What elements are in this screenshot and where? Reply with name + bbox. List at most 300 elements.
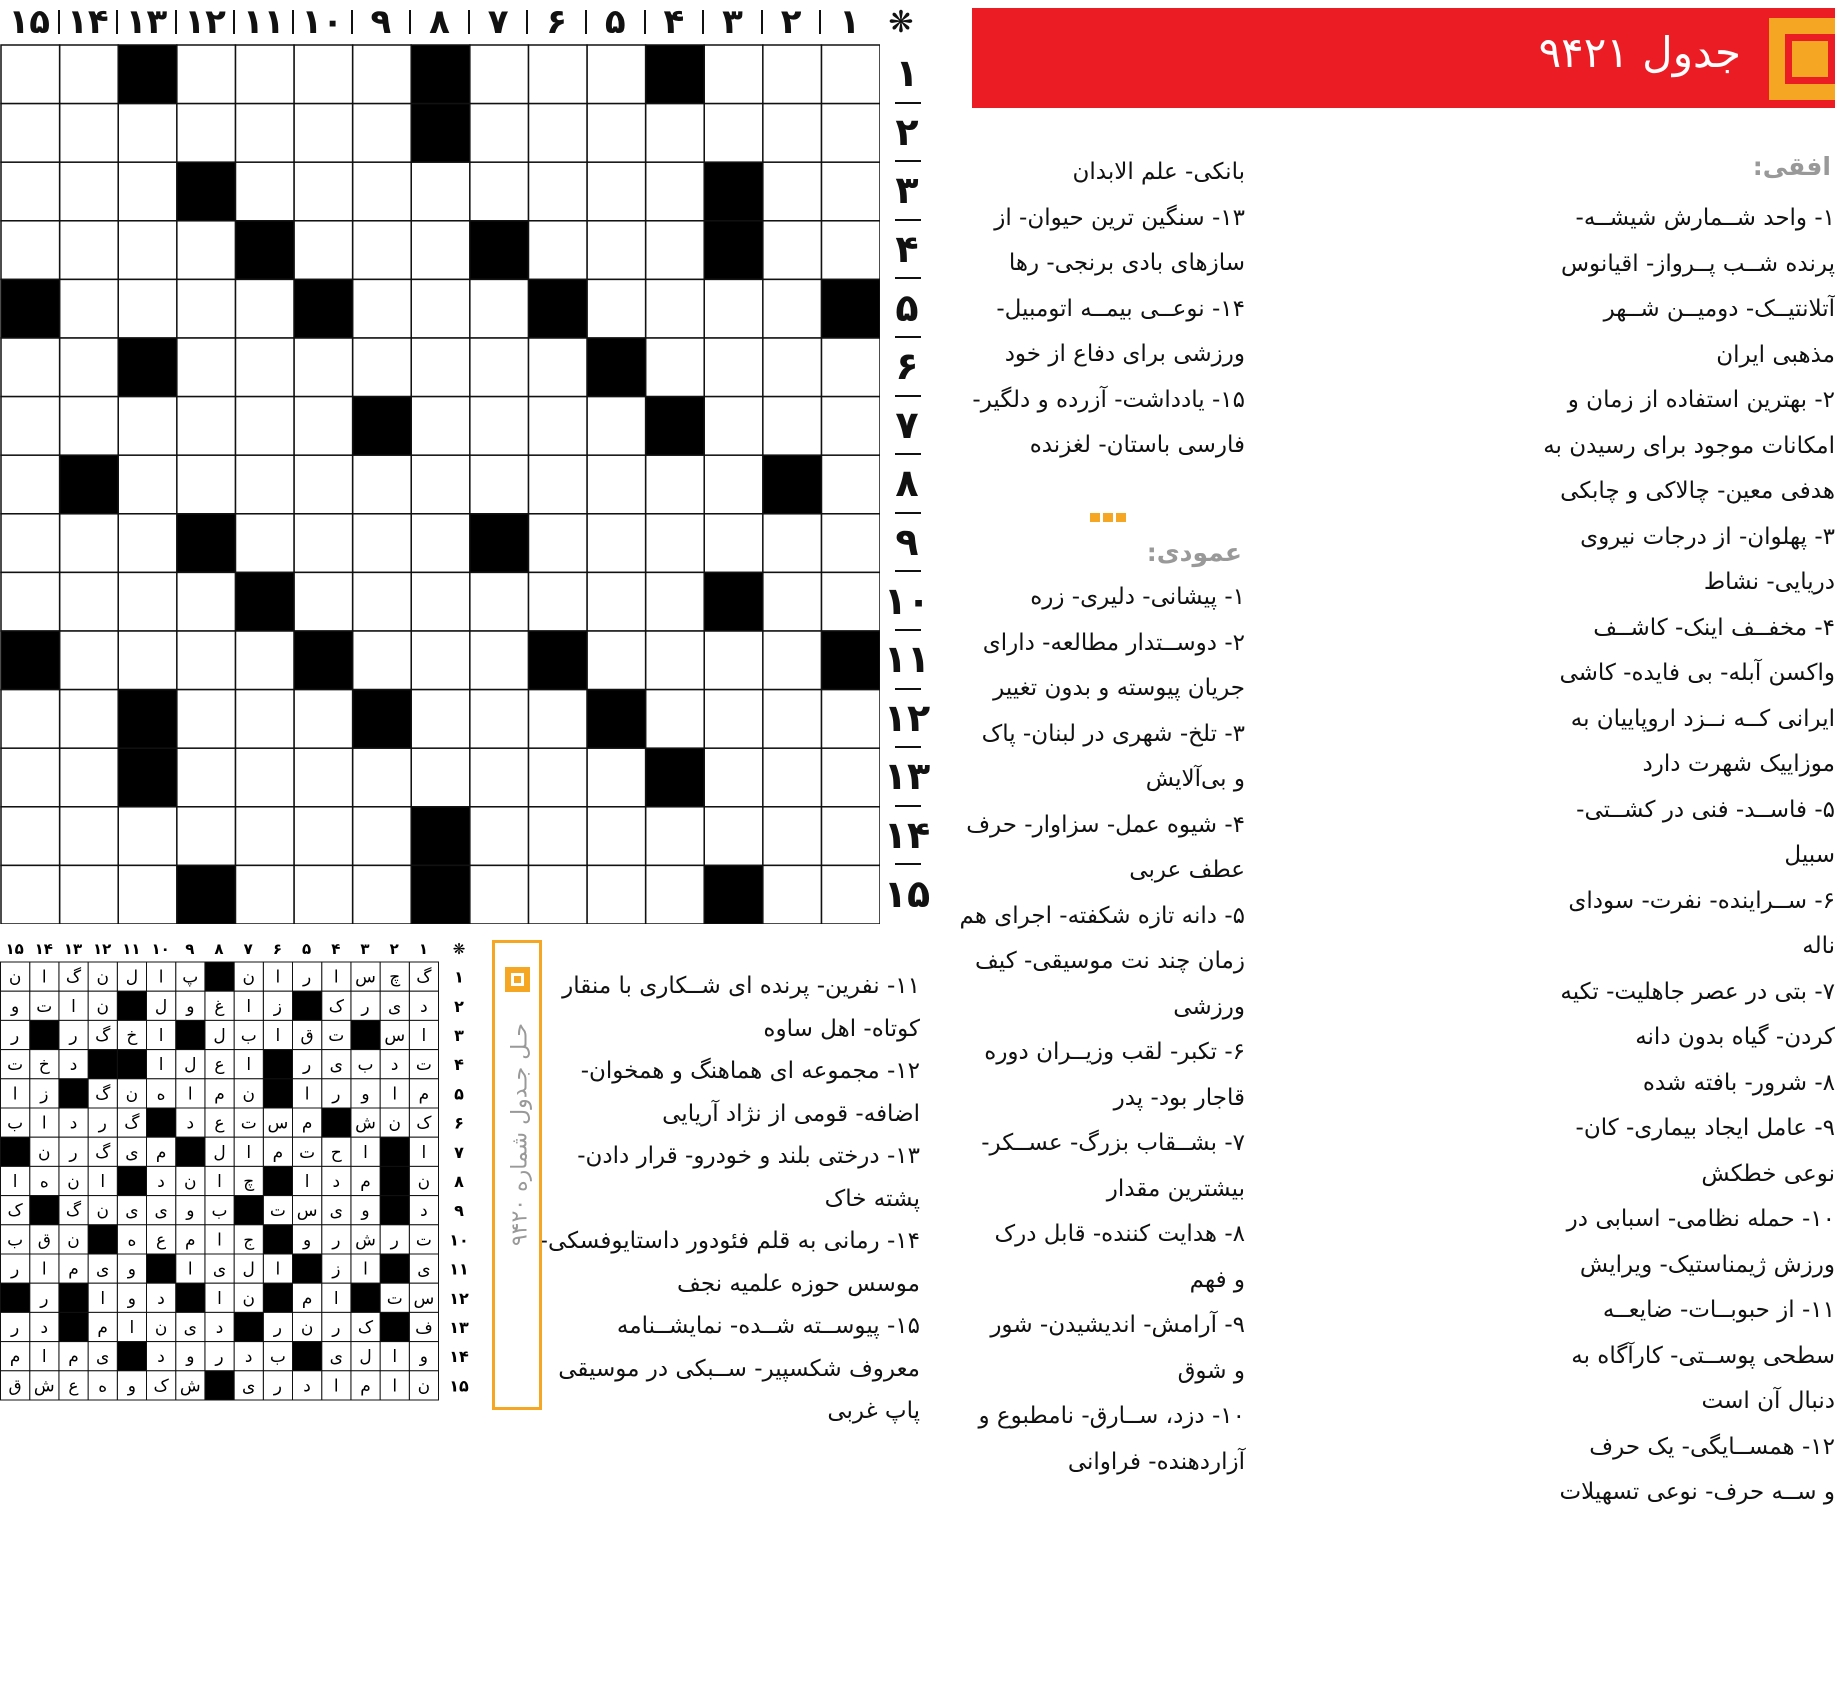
clue-line: ورزشی	[1173, 993, 1245, 1020]
solution-letter: ح	[330, 1142, 342, 1163]
grid-cell[interactable]	[763, 338, 822, 397]
clue-line: قاجار بود- پدر	[1113, 1084, 1245, 1111]
grid-cell[interactable]	[704, 279, 763, 338]
grid-cell[interactable]	[177, 631, 236, 690]
grid-cell[interactable]	[1, 45, 60, 104]
clue-line: موزاییک شهرت دارد	[1642, 751, 1835, 777]
grid-cell[interactable]	[1, 690, 60, 749]
solution-letter: ی	[417, 1259, 431, 1280]
grid-cell[interactable]	[235, 162, 294, 221]
grid-cell[interactable]	[235, 690, 294, 749]
grid-cell[interactable]	[587, 397, 646, 456]
column-number: ۱۰	[301, 2, 344, 42]
solution-letter: ا	[421, 1026, 427, 1046]
grid-cell[interactable]	[60, 45, 119, 104]
grid-cell[interactable]	[704, 514, 763, 573]
grid-cell[interactable]	[177, 748, 236, 807]
grid-cell[interactable]	[294, 865, 353, 924]
grid-cell[interactable]	[60, 279, 119, 338]
solution-black-cell	[59, 1312, 88, 1341]
clue-line: زمان چند نت موسیقی- کیف	[974, 948, 1245, 974]
clue-line: ۵- دانه تازه شکفته- اجرای هم	[959, 902, 1245, 929]
grid-cell[interactable]	[646, 455, 705, 514]
grid-cell[interactable]	[60, 397, 119, 456]
grid-cell[interactable]	[528, 162, 587, 221]
grid-cell[interactable]	[646, 631, 705, 690]
grid-cell[interactable]	[646, 865, 705, 924]
grid-cell[interactable]	[704, 397, 763, 456]
grid-cell[interactable]	[353, 572, 412, 631]
grid-cell[interactable]	[528, 865, 587, 924]
grid-cell[interactable]	[763, 572, 822, 631]
grid-cell[interactable]	[60, 514, 119, 573]
grid-cell[interactable]	[470, 338, 529, 397]
grid-cell[interactable]	[528, 690, 587, 749]
solution-letter: ب	[7, 1113, 24, 1134]
solution-letter: س	[296, 1201, 318, 1222]
grid-cell[interactable]	[60, 338, 119, 397]
grid-cell[interactable]	[763, 865, 822, 924]
solution-letter: ن	[184, 1172, 197, 1192]
clue-line: کوتاه- اهل ساوه	[763, 1015, 920, 1042]
grid-cell[interactable]	[763, 514, 822, 573]
solution-column-number: ۳	[360, 940, 370, 958]
grid-cell[interactable]	[528, 104, 587, 163]
grid-cell[interactable]	[528, 45, 587, 104]
solution-letter: گ	[95, 1142, 111, 1163]
grid-cell[interactable]	[528, 338, 587, 397]
grid-cell[interactable]	[177, 104, 236, 163]
grid-cell[interactable]	[587, 807, 646, 866]
grid-cell[interactable]	[646, 514, 705, 573]
solution-letter: ر	[69, 1142, 78, 1163]
solution-letter: گ	[95, 1084, 111, 1105]
grid-cell[interactable]	[1, 338, 60, 397]
grid-cell[interactable]	[411, 279, 470, 338]
grid-cell[interactable]	[411, 748, 470, 807]
grid-cell[interactable]	[646, 162, 705, 221]
clue-line: ورزشی برای دفاع از خود	[1004, 341, 1245, 367]
grid-cell[interactable]	[646, 279, 705, 338]
solution-black-cell	[380, 1166, 409, 1195]
grid-cell[interactable]	[60, 162, 119, 221]
grid-cell[interactable]	[235, 631, 294, 690]
solution-letter: ی	[183, 1318, 197, 1338]
clue-line: ۲- بهترین استفاده از زمان و	[1567, 387, 1835, 413]
grid-cell[interactable]	[235, 104, 294, 163]
grid-cell[interactable]	[294, 104, 353, 163]
grid-cell[interactable]	[763, 397, 822, 456]
grid-cell[interactable]	[294, 807, 353, 866]
grid-cell[interactable]	[353, 455, 412, 514]
clue-line: ۱۳- سنگین ترین حیوان- از	[994, 204, 1245, 231]
grid-cell[interactable]	[294, 748, 353, 807]
solution-letter: ش	[33, 1376, 55, 1397]
grid-cell[interactable]	[177, 279, 236, 338]
grid-cell[interactable]	[763, 221, 822, 280]
grid-cell[interactable]	[235, 45, 294, 104]
row-divider	[895, 746, 921, 748]
grid-cell[interactable]	[411, 455, 470, 514]
grid-cell[interactable]	[118, 279, 177, 338]
solution-letter: ب	[7, 1230, 24, 1251]
grid-cell[interactable]	[294, 455, 353, 514]
solution-letter: م	[272, 1142, 284, 1163]
grid-cell[interactable]	[177, 221, 236, 280]
solution-letter: ر	[215, 1347, 224, 1368]
grid-cell[interactable]	[821, 104, 880, 163]
grid-cell[interactable]	[470, 807, 529, 866]
clue-line: مذهبی ایران	[1716, 341, 1835, 368]
solution-letter: ل	[242, 1259, 255, 1280]
grid-cell[interactable]	[1, 397, 60, 456]
grid-cell[interactable]	[294, 45, 353, 104]
solution-letter: ک	[7, 1201, 23, 1222]
grid-cell[interactable]	[470, 455, 529, 514]
grid-cell[interactable]	[60, 690, 119, 749]
grid-cell[interactable]	[587, 45, 646, 104]
solution-black-cell	[59, 1079, 88, 1108]
solution-black-cell	[147, 1108, 176, 1137]
grid-cell[interactable]	[821, 45, 880, 104]
solution-letter: د	[186, 1113, 195, 1134]
solution-letter: د	[244, 1347, 253, 1368]
grid-cell[interactable]	[587, 104, 646, 163]
solution-letter: ا	[158, 967, 164, 988]
grid-cell[interactable]	[118, 397, 177, 456]
solution-letter: ت	[269, 1201, 286, 1222]
grid-cell[interactable]	[1, 162, 60, 221]
corner-symbol: ❋	[452, 940, 466, 958]
grid-cell[interactable]	[528, 455, 587, 514]
grid-cell[interactable]	[470, 45, 529, 104]
grid-cell[interactable]	[821, 455, 880, 514]
grid-cell[interactable]	[704, 455, 763, 514]
grid-cell[interactable]	[587, 455, 646, 514]
grid-cell[interactable]	[118, 572, 177, 631]
grid-cell[interactable]	[704, 104, 763, 163]
solution-letter: ت	[415, 1230, 432, 1251]
grid-cell[interactable]	[235, 807, 294, 866]
grid-cell[interactable]	[353, 104, 412, 163]
grid-cell[interactable]	[353, 807, 412, 866]
grid-cell[interactable]	[528, 221, 587, 280]
solution-letter: ا	[275, 1259, 281, 1280]
clue-line: و شوق	[1177, 1357, 1245, 1384]
grid-cell[interactable]	[470, 397, 529, 456]
solution-letter: ن	[38, 1142, 51, 1163]
grid-cell[interactable]	[704, 631, 763, 690]
grid-cell[interactable]	[470, 748, 529, 807]
grid-cell[interactable]	[235, 748, 294, 807]
grid-cell[interactable]	[528, 397, 587, 456]
grid-cell[interactable]	[294, 514, 353, 573]
clue-line: نوعی خطکش	[1701, 1160, 1835, 1187]
grid-cell[interactable]	[646, 338, 705, 397]
grid-cell[interactable]	[646, 807, 705, 866]
grid-cell[interactable]	[294, 397, 353, 456]
grid-cell[interactable]	[118, 104, 177, 163]
solution-letter: ا	[363, 1259, 368, 1280]
row-number: ۲	[895, 109, 919, 154]
grid-cell[interactable]	[353, 338, 412, 397]
grid-cell[interactable]	[235, 338, 294, 397]
grid-cell[interactable]	[177, 690, 236, 749]
solution-letter: ل	[184, 1055, 197, 1076]
solution-letter: گ	[95, 1026, 111, 1046]
grid-cell[interactable]	[470, 631, 529, 690]
grid-cell[interactable]	[411, 631, 470, 690]
grid-cell[interactable]	[704, 690, 763, 749]
down-clues-column-1	[959, 575, 1245, 1485]
grid-cell[interactable]	[470, 162, 529, 221]
grid-cell[interactable]	[821, 338, 880, 397]
grid-cell[interactable]	[118, 162, 177, 221]
solution-letter: ی	[154, 1201, 168, 1222]
grid-cell[interactable]	[821, 397, 880, 456]
grid-cell[interactable]	[1, 221, 60, 280]
solution-letter: ا	[100, 1288, 106, 1309]
grid-cell[interactable]	[821, 221, 880, 280]
black-cell	[528, 631, 587, 690]
grid-cell[interactable]	[587, 514, 646, 573]
solution-letter: ق	[300, 1026, 314, 1046]
grid-cell[interactable]	[353, 162, 412, 221]
black-cell	[587, 690, 646, 749]
black-cell	[177, 865, 236, 924]
grid-cell[interactable]	[587, 572, 646, 631]
solution-black-cell	[380, 1254, 409, 1283]
solution-letter: ن	[96, 996, 109, 1017]
grid-cell[interactable]	[177, 338, 236, 397]
solution-letter: ر	[273, 1376, 283, 1397]
grid-cell[interactable]	[470, 865, 529, 924]
solution-column-number: ۱۵	[5, 940, 24, 958]
grid-cell[interactable]	[646, 104, 705, 163]
solution-letter: ه	[156, 1084, 166, 1105]
grid-cell[interactable]	[118, 865, 177, 924]
solution-letter: ا	[333, 1288, 339, 1309]
solution-column-number: ۸	[214, 940, 224, 958]
grid-cell[interactable]	[60, 104, 119, 163]
grid-cell[interactable]	[704, 748, 763, 807]
grid-cell[interactable]	[60, 748, 119, 807]
grid-cell[interactable]	[1, 514, 60, 573]
solution-letter: ا	[41, 1347, 47, 1368]
grid-cell[interactable]	[177, 807, 236, 866]
grid-cell[interactable]	[411, 397, 470, 456]
grid-cell[interactable]	[646, 221, 705, 280]
brand-logo-icon	[1769, 18, 1835, 100]
grid-cell[interactable]	[118, 514, 177, 573]
grid-cell[interactable]	[763, 104, 822, 163]
black-cell	[821, 279, 880, 338]
solution-column-number: ۱۳	[63, 940, 83, 958]
grid-cell[interactable]	[411, 162, 470, 221]
clue-line: پرنده شــب پــرواز- اقیانوس	[1560, 250, 1835, 277]
black-cell	[763, 455, 822, 514]
grid-cell[interactable]	[353, 748, 412, 807]
grid-cell[interactable]	[821, 572, 880, 631]
grid-cell[interactable]	[587, 631, 646, 690]
row-number: ۱۰	[883, 578, 931, 623]
grid-cell[interactable]	[763, 162, 822, 221]
grid-cell[interactable]	[1, 104, 60, 163]
grid-cell[interactable]	[411, 572, 470, 631]
clue-line: ۱۴- نوعــی بیمــه اتومبیل-	[996, 295, 1245, 322]
black-cell	[60, 455, 119, 514]
row-number: ۳	[895, 168, 919, 213]
grid-cell[interactable]	[118, 807, 177, 866]
solution-letter: ا	[217, 1288, 222, 1309]
grid-cell[interactable]	[704, 338, 763, 397]
solution-letter: د	[420, 996, 428, 1017]
solution-letter: ن	[67, 1172, 80, 1192]
grid-cell[interactable]	[1, 748, 60, 807]
grid-cell[interactable]	[235, 279, 294, 338]
grid-cell[interactable]	[821, 690, 880, 749]
grid-cell[interactable]	[1, 865, 60, 924]
grid-cell[interactable]	[587, 162, 646, 221]
clue-line: پاپ غربی	[827, 1398, 920, 1424]
solution-letter: ف	[415, 1318, 433, 1338]
grid-cell[interactable]	[235, 455, 294, 514]
grid-cell[interactable]	[528, 514, 587, 573]
grid-cell[interactable]	[470, 572, 529, 631]
grid-cell[interactable]	[821, 514, 880, 573]
grid-cell[interactable]	[821, 807, 880, 866]
grid-cell[interactable]	[353, 221, 412, 280]
grid-cell[interactable]	[177, 455, 236, 514]
grid-cell[interactable]	[1, 572, 60, 631]
grid-cell[interactable]	[821, 748, 880, 807]
across-clues-column-2	[970, 150, 1245, 469]
grid-cell[interactable]	[353, 514, 412, 573]
grid-cell[interactable]	[294, 221, 353, 280]
grid-cell[interactable]	[294, 338, 353, 397]
grid-cell[interactable]	[60, 865, 119, 924]
grid-cell[interactable]	[294, 572, 353, 631]
grid-cell[interactable]	[587, 748, 646, 807]
clue-line: کردن- گیاه بدون دانه	[1635, 1024, 1835, 1050]
grid-cell[interactable]	[60, 807, 119, 866]
solution-letter: گ	[416, 967, 432, 988]
solution-letter: ت	[36, 996, 53, 1017]
solution-letter: و	[10, 996, 20, 1017]
clue-line: ۹- عامل ایجاد بیماری- کان-	[1575, 1115, 1835, 1141]
grid-cell[interactable]	[763, 807, 822, 866]
grid-cell[interactable]	[763, 279, 822, 338]
solution-black-cell	[263, 1225, 292, 1254]
solution-letter: س	[384, 1026, 406, 1046]
column-number: ۲	[780, 2, 802, 42]
grid-cell[interactable]	[763, 631, 822, 690]
grid-cell[interactable]	[704, 807, 763, 866]
clue-line: ایرانی کــه نــزد اروپاییان به	[1570, 705, 1835, 732]
solution-letter: ا	[12, 1172, 18, 1192]
grid-cell[interactable]	[821, 162, 880, 221]
solution-column-number: ۱۱	[122, 940, 141, 958]
grid-cell[interactable]	[353, 45, 412, 104]
clue-line: ۳- پهلوان- از درجات نیروی	[1580, 523, 1835, 550]
solution-letter: د	[157, 1347, 165, 1368]
grid-cell[interactable]	[470, 104, 529, 163]
grid-cell[interactable]	[704, 45, 763, 104]
grid-cell[interactable]	[528, 572, 587, 631]
grid-cell[interactable]	[177, 397, 236, 456]
grid-cell[interactable]	[294, 162, 353, 221]
clue-line: ۱۰- حمله نظامی- اسبابی در	[1566, 1206, 1835, 1232]
grid-cell[interactable]	[470, 279, 529, 338]
solution-letter: م	[155, 1142, 167, 1163]
grid-cell[interactable]	[118, 631, 177, 690]
clue-line: ۱- پیشانی- دلیری- زره	[1030, 584, 1245, 610]
grid-cell[interactable]	[60, 221, 119, 280]
row-divider	[895, 102, 921, 104]
grid-cell[interactable]	[60, 631, 119, 690]
grid-cell[interactable]	[470, 690, 529, 749]
grid-cell[interactable]	[294, 690, 353, 749]
header-divider	[644, 10, 646, 34]
solution-black-cell	[205, 1371, 234, 1400]
grid-cell[interactable]	[411, 338, 470, 397]
solution-letter: ر	[332, 1084, 341, 1105]
grid-cell[interactable]	[353, 279, 412, 338]
grid-cell[interactable]	[177, 45, 236, 104]
black-cell	[704, 572, 763, 631]
grid-cell[interactable]	[118, 221, 177, 280]
solution-letter: خ	[126, 1026, 138, 1046]
grid-cell[interactable]	[235, 397, 294, 456]
grid-cell[interactable]	[763, 748, 822, 807]
grid-cell[interactable]	[528, 748, 587, 807]
solution-row-number: ۱۲	[449, 1288, 469, 1308]
grid-cell[interactable]	[411, 514, 470, 573]
grid-cell[interactable]	[1, 807, 60, 866]
solution-letter: ن	[8, 967, 22, 988]
grid-cell[interactable]	[587, 865, 646, 924]
header-divider	[292, 10, 294, 34]
grid-cell[interactable]	[235, 514, 294, 573]
grid-cell[interactable]	[353, 865, 412, 924]
grid-cell[interactable]	[235, 865, 294, 924]
clue-line: و فهم	[1189, 1266, 1245, 1293]
grid-cell[interactable]	[177, 572, 236, 631]
solution-letter: ا	[246, 1055, 252, 1076]
grid-cell[interactable]	[118, 455, 177, 514]
grid-cell[interactable]	[60, 572, 119, 631]
solution-letter: ی	[125, 1201, 139, 1222]
grid-cell[interactable]	[646, 690, 705, 749]
grid-cell[interactable]	[1, 455, 60, 514]
solution-title: حـل جـدول شماره ۹۴۲۰	[507, 1023, 533, 1247]
grid-cell[interactable]	[411, 221, 470, 280]
column-number: ۱۵	[8, 2, 51, 42]
row-number: ۱	[895, 51, 919, 96]
solution-row-number: ۱۱	[449, 1259, 469, 1279]
grid-cell[interactable]	[353, 631, 412, 690]
grid-cell[interactable]	[646, 572, 705, 631]
grid-cell[interactable]	[821, 865, 880, 924]
black-cell	[353, 690, 412, 749]
grid-cell[interactable]	[528, 807, 587, 866]
solution-letter: ب	[211, 1201, 228, 1222]
grid-cell[interactable]	[763, 45, 822, 104]
grid-cell[interactable]	[411, 690, 470, 749]
grid-cell[interactable]	[587, 221, 646, 280]
grid-cell[interactable]	[587, 279, 646, 338]
grid-cell[interactable]	[763, 690, 822, 749]
